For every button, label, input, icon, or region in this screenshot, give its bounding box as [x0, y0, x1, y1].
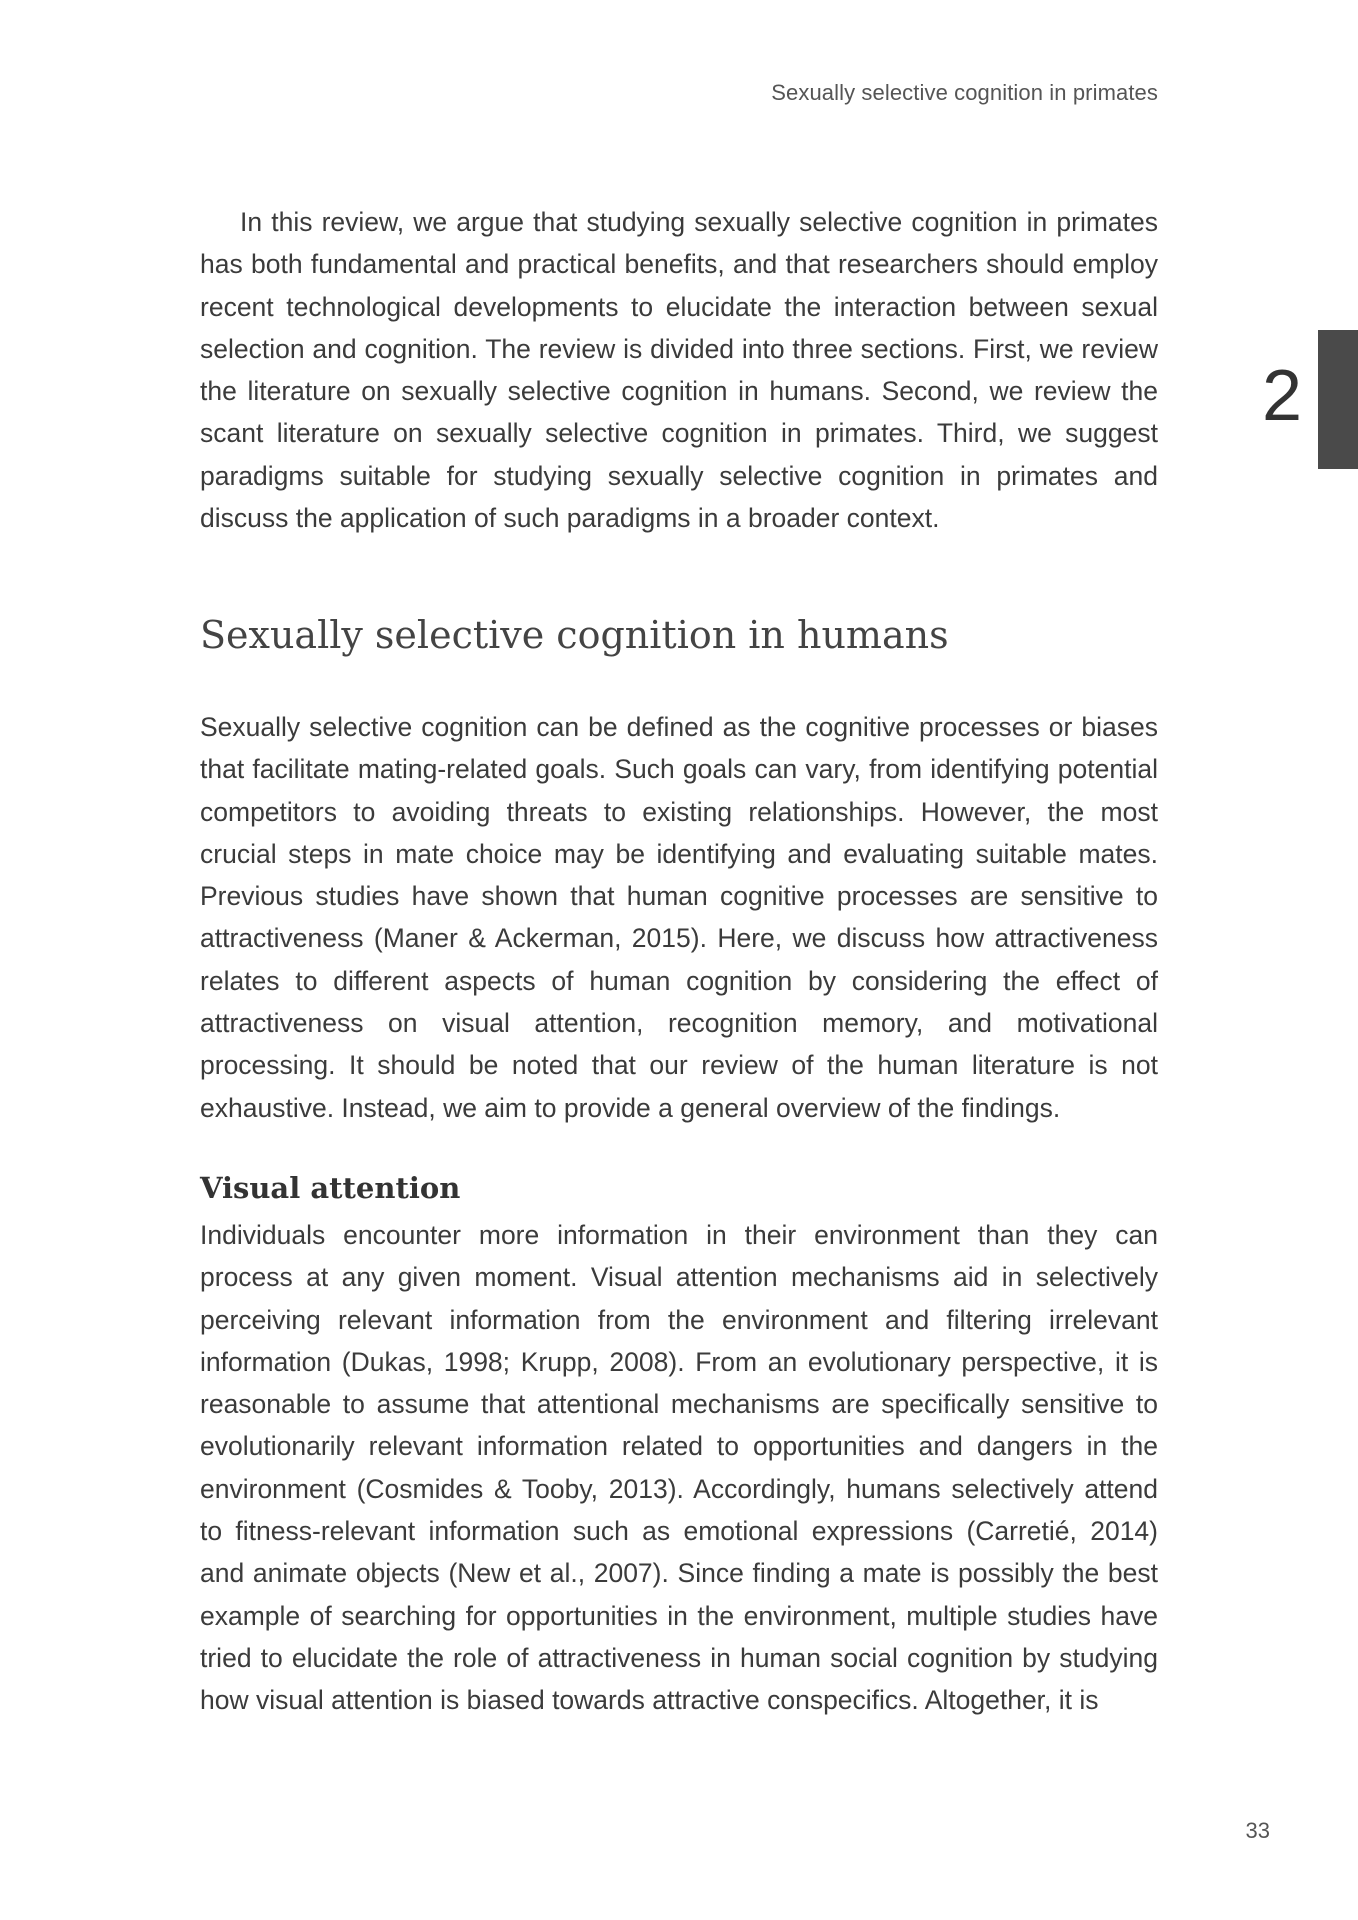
intro-paragraph: In this review, we argue that studying sexually selective cognition in primates has both fundamental and practical benefits, and that researchers should employ recent technological developments to elucidate the interaction between sexual selection and cognition. The review is divided into three sections. First, we review the literature on sexually selective cognition in humans. Second, we review the scant literature on sexually selective cognition in primates. Third, we suggest paradigms suitable for studying sexually selective cognition in primates and discuss the application of such paradigms in a broader context.	[200, 207, 1158, 534]
subsection-paragraph: Individuals encounter more information in their environment than they can process at any given moment. Visual attention mechanisms aid in selectively perceiving relevant information from the environment and filtering irrelevant information (Dukas, 1998; Krupp, 2008). From an evolutionary perspective, it is reasonable to assume that attentional mechanisms are specifically sensitive to evolutionarily relevant information related to opportunities and dangers in the environment (Cosmides & Tooby, 2013). Accordingly, humans selectively attend to fitness-relevant information such as emotional expressions (Carretié, 2014) and animate objects (New et al., 2007). Since finding a mate is possibly the best example of searching for opportunities in the environment, multiple studies have tried to elucidate the role of attractiveness in human social cognition by studying how visual attention is biased towards attractive conspecifics. Altogether, it is	[200, 1220, 1158, 1716]
section-body	[200, 706, 1158, 1129]
page-number: 33	[1245, 1818, 1270, 1843]
subsection-body	[200, 1214, 1158, 1722]
chapter-tab-marker	[1318, 330, 1358, 469]
running-header: Sexually selective cognition in primates	[771, 80, 1158, 105]
section-paragraph: Sexually selective cognition can be defined as the cognitive processes or biases that facilitate mating-related goals. Such goals can vary, from identifying potential competitors to avoiding threats to existing relationships. However, the most crucial steps in mate choice may be identifying and evaluating suitable mates. Previous studies have shown that human cognitive processes are sensitive to attractiveness (Maner & Ackerman, 2015). Here, we discuss how attractiveness relates to different aspects of human cognition by considering the effect of attractiveness on visual attention, recognition memory, and motivational processing. It should be noted that our review of the human literature is not exhaustive. Instead, we aim to provide a general overview of the findings.	[200, 712, 1158, 1123]
section-heading: Sexually selective cognition in humans	[200, 613, 949, 657]
page-body	[200, 201, 1158, 1716]
subsection-heading: Visual attention	[200, 1171, 461, 1205]
chapter-number: 2	[1262, 356, 1303, 436]
